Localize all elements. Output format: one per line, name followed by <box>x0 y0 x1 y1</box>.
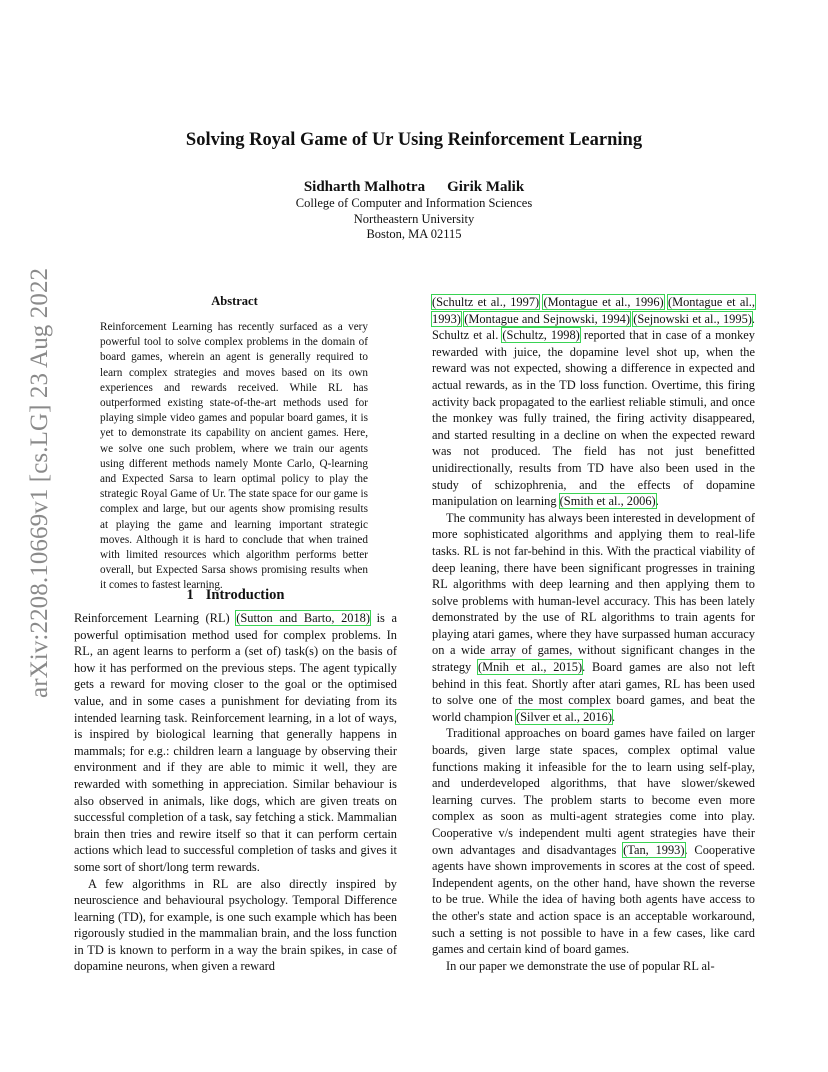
text-run: reported that in case of a monkey rewarded with juice, the dopamine level shot up, when the reward was not expected, showing a difference in expected and actual rewards, as in the TD loss function. Overtime, this firing activity back propagated to the earliest reliable stimuli, and once the monkey was fully trained, the firing activity disappeared, and started resulting in a decline on when the expected reward was not produced. The field has not just benefitted unidirectionally, results from TD have also been used in the study of schizophrenia, and the effects of dopamine manipulation on learning <box>432 328 755 509</box>
paragraph <box>432 294 755 510</box>
paragraph: A few algorithms in RL are also directly inspired by neuroscience and behavioural psychology. Temporal Difference learning (TD), for example, is one such example which has been rigorously studied in the mammalian brain, and the loss function in TD is known to perform in a way the brain spikes, in case of dopamine neurons, when given a reward <box>74 876 397 974</box>
citation-link[interactable]: (Montague et al., 1996) <box>543 295 664 309</box>
citation-link[interactable]: (Smith et al., 2006) <box>559 494 656 509</box>
affiliation-line: Boston, MA 02115 <box>366 227 462 241</box>
text-run: Reinforcement Learning (RL) <box>74 611 237 625</box>
text-run: . Board games are also not left behind in this feat. Shortly after atari games, RL has been used to solve one of the most complex board games, and beat the world champion <box>432 660 755 724</box>
citation-link[interactable]: (Sutton and Barto, 2018) <box>236 611 370 625</box>
text-run: is a powerful optimisation method used for complex problems. In RL, an agent learns to perform a (set of) task(s) on the basis of how it has performed on the previous steps. The agent typically gets a reward for moving closer to the goal or the optimised value, and in some cases a punishment for deviating from its intended learning task. Reinforcement learning, in a lot of ways, is inspired by biological learning that generally happens in mammals; for e.g.: children learn a language by observing their environment and if they are able to mimic it well, they are rewarded with something in appreciation. Similar behaviour is also observed in animals, like dogs, which are given treats on successful completion of a task, say fetching a stick. Mammalian brain then tries and rewire itself so that it can perform certain actions which lead to successful completion of tasks and gives it some sort of short/long term rewards. <box>74 611 397 874</box>
left-column <box>74 610 397 975</box>
paragraph <box>432 510 755 726</box>
citation-link[interactable]: (Schultz, 1998) <box>502 328 580 343</box>
citation-link[interactable]: (Silver et al., 2016) <box>515 709 612 724</box>
author-name: Girik Malik <box>447 179 525 195</box>
citation-link[interactable]: (Montague et al., 1993) <box>432 295 755 326</box>
affiliation <box>0 196 828 243</box>
section-number: 1 <box>186 587 194 603</box>
right-column <box>432 294 755 974</box>
paragraph <box>432 725 755 957</box>
paragraph <box>74 610 397 876</box>
paragraph: In our paper we demonstrate the use of popular RL al- <box>446 958 715 973</box>
author-list <box>0 179 828 196</box>
author-name: Sidharth Malhotra <box>303 179 426 195</box>
citation-link[interactable]: (Tan, 1993) <box>623 842 685 857</box>
citation-link[interactable]: (Mnih et al., 2015) <box>477 660 583 675</box>
text-run: . Schultz et al. <box>432 311 755 343</box>
section-heading <box>74 587 397 604</box>
affiliation-line: College of Computer and Information Sciences <box>295 196 533 210</box>
text-run: The community has always been interested in development of more sophisticated algorithms and applying them to real-life tasks. RL is not far-behind in this. With the practical viability of deep leaning, there have been significant progresses in training RL algorithms with deep learning and then applying them to solve problems with human-level accuracy. This has been lately demonstrated by the use of RL algorithms to train agents for playing atari games, where they have surpassed human accuracy on a wide array of games, without significant changes in the strategy <box>432 510 755 675</box>
arxiv-side-stamp: arXiv:2208.10669v1 [cs.LG] 23 Aug 2022 <box>26 267 53 699</box>
citation-link[interactable]: (Sejnowski et al., 1995) <box>633 311 752 326</box>
paper-title: Solving Royal Game of Ur Using Reinforcement Learning <box>185 130 643 150</box>
citation-link[interactable]: (Montague and Sejnowski, 1994) <box>464 311 630 326</box>
abstract-heading: Abstract <box>211 294 258 308</box>
abstract-text: Reinforcement Learning has recently surfaced as a very powerful tool to solve complex problems in the domain of board games, wherein an agent is generally required to learn complex strategies and moves based on its own experiences and rewards received. While RL has outperformed existing state-of-the-art methods used for playing simple video games and popular board games, it is yet to demonstrate its capability on ancient games. Here, we solve one such problem, where we train our agents using different methods namely Monte Carlo, Q-learning and Expected Sarsa to learn optimal policy to play the strategic Royal Game of Ur. The state space for our game is complex and large, but our agents show promising results at playing the game and learning important strategic moves. Although it is hard to conclude that when trained with limited resources which algorithm performs better overall, but Expected Sarsa shows promising results when it comes to fastest learning. <box>100 321 368 592</box>
section-title: Introduction <box>205 587 285 603</box>
text-run: . <box>655 494 659 509</box>
affiliation-line: Northeastern University <box>353 211 475 226</box>
text-run: . Cooperative agents have shown improvements in scores at the cost of speed. Independent agents, on the other hand, have shown the reverse to be true. While the idea of having both agents have access to the other's state and action space is an acceptable workaround, such a setting is not possible to have in a few cases, like card games and certain kind of board games. <box>432 842 755 957</box>
text-run: Traditional approaches on board games have failed on larger boards, given large state spaces, complex optimal value functions making it infeasible for the to learn using self-play, and underdeveloped algorithms, that have slower/skewed learning curves. The problem starts to become even more complex as soon as multi-agent strategies come into play. Cooperative v/s independent multi agent strategies have their own advantages and disadvantages <box>432 726 755 857</box>
citation-link[interactable]: (Schultz et al., 1997) <box>432 295 540 309</box>
text-run: . <box>611 709 616 724</box>
